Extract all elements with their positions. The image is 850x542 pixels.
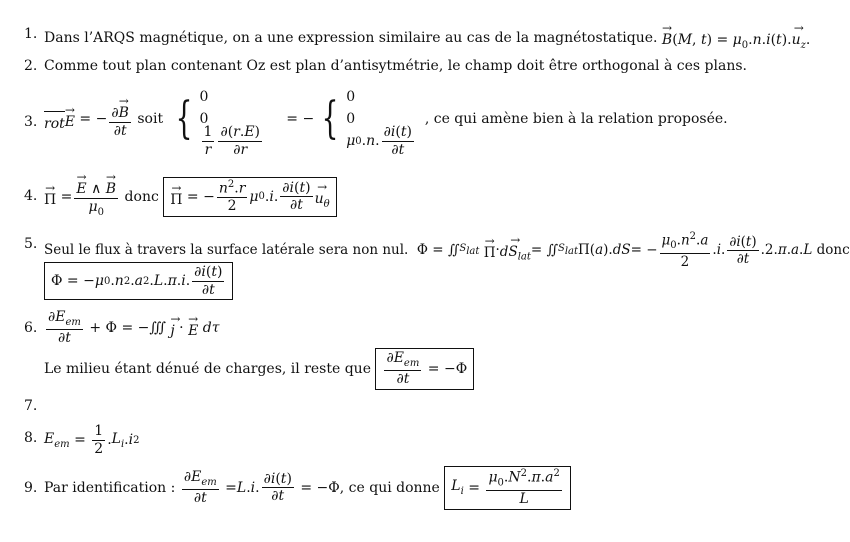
boxed-result-inductance: $L_i$ = $\frac{\mu_0.N^2.\pi.a^2}{L}$ <box>444 466 571 510</box>
item-text: Dans l’ARQS magnétique, on a une expression similaire au cas de la magnétostatique. <box>44 30 658 47</box>
donc-word: donc <box>816 242 850 259</box>
item-number: 6. <box>24 320 38 336</box>
boxed-result-poynting: → Π = − $\frac{n^2.r}{2}$ μ 0 . i . $\frac{\partial i(t)}{\partial t}$ → $u_\theta$ <box>163 177 336 217</box>
item-text: Le milieu étant dénué de charges, il reste que <box>44 360 371 377</box>
soit-word: soit <box>137 111 164 127</box>
donc-word: donc <box>124 188 159 205</box>
item-content: Seul le flux à travers la surface latérale sera non nul. Φ = ∬ $S_{lat}$ → Π · → $dS_{lat}$ = ∬ $S_{lat}$ Π( a ). dS = − $\frac{\mu_0.n^2.a}{2}$ . i . $\frac{\partial i(t)}{\partial t}$ .2. π . a . L donc <box>44 232 850 269</box>
item-text: Comme tout plan contenant Oz est plan d’antisytmétrie, le champ doit être orthogonal à ces plans. <box>44 58 747 74</box>
item-number: 7. <box>24 398 38 414</box>
item-content: $\frac{\partial E_{em}}{\partial t}$ + Φ = −∭ → j · → E dτ <box>44 310 219 346</box>
item-text: , ce qui amène bien à la relation proposée. <box>424 111 728 127</box>
boxed-result-flux: Φ = − μ 0 . n 2 . a 2 . L . π . i . $\frac{\partial i(t)}{\partial t}$ <box>44 262 233 300</box>
equation-b-field: → B(M, $t) = \mu_0.n.i(t).\to u_z$. <box>662 26 810 51</box>
item-text-mid: , ce qui donne <box>339 479 440 496</box>
vector-components-right: 0 0 μ 0 . n . $\frac{\partial i(t)}{\partial t}$ <box>346 89 412 158</box>
item-content-line2 <box>44 348 474 390</box>
item-number: 2. <box>24 58 38 74</box>
item-number: 4. <box>24 188 38 204</box>
item-content: Par identification : $\frac{\partial E_{em}}{\partial t}$ = L . i . $\frac{\partial i(t)}{\partial t}$ = −Φ , ce qui donne $L_i$ = $\frac{\mu_0.N^2.\pi.a^2}{L}$ <box>44 466 571 510</box>
item-text: Seul le flux à travers la surface latérale sera non nul. <box>44 242 409 259</box>
item-content-line2 <box>44 262 233 300</box>
item-content: $E_{em}$ = $\frac{1}{2}$ . $L_i$ . i 2 <box>44 423 140 457</box>
item-number: 1. <box>24 26 38 42</box>
equation-rot-e: rot → E = − $\frac{\partial\to B}{\partial t}$ <box>44 100 133 138</box>
item-text: Par identification : <box>44 479 176 496</box>
vector-components-left: 0 0 $\frac{1}{r}$ $\frac{\partial(r.E)}{\partial r}$ <box>199 89 261 158</box>
item-content: → Π = → $\frac{E \wedge \to B}{\mu_0}$ donc → Π = − $\frac{n^2.r}{2}$ μ 0 . i . $\frac{\partial i(t)}{\partial t}$ → $u_\theta$ <box>44 176 337 218</box>
item-number: 9. <box>24 480 38 496</box>
item-number: 3. <box>24 114 38 130</box>
item-number: 5. <box>24 236 38 252</box>
item-content: rot → E = − $\frac{\partial\to B}{\partial t}$ soit { 0 0 $\frac{1}{r}$ $\frac{\partial(r.E)}{\partial r}$ = − { 0 0 μ 0 . n . $\frac{\partial i(t)}{\partial t}$ , ce qui amène bien à la relation proposée. <box>44 86 728 152</box>
item-number: 8. <box>24 430 38 446</box>
item-content <box>44 26 810 51</box>
boxed-result-energy: $\frac{\partial E_{em}}{\partial t}$ = −Φ <box>375 348 474 390</box>
